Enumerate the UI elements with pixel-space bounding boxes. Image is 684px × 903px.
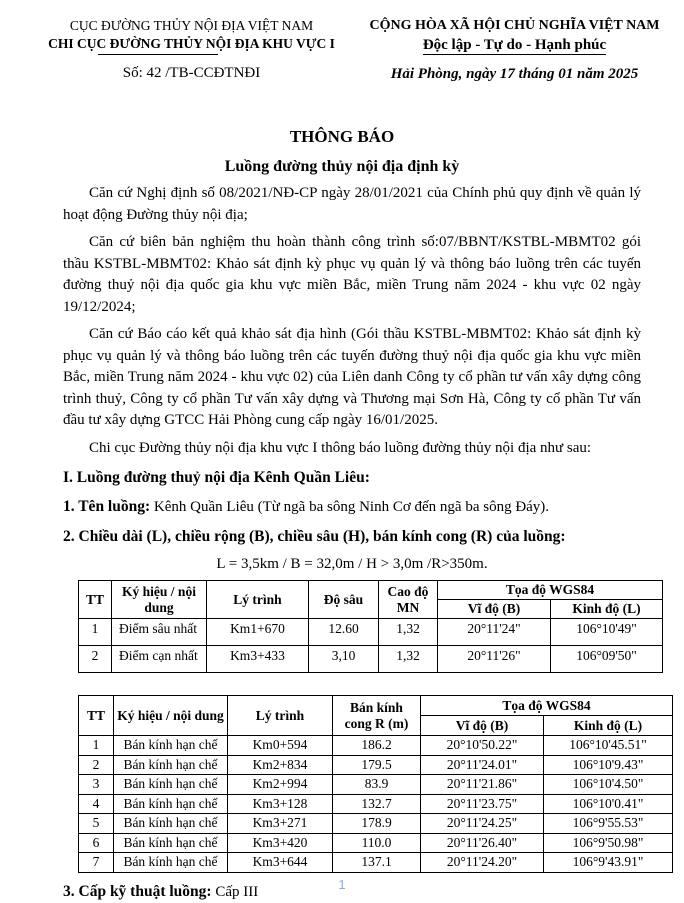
table-cell: Km3+644	[228, 853, 333, 873]
section-heading: I. Luồng đường thuỷ nội địa Kênh Quần Liêu:	[63, 469, 370, 486]
item-1-text: Kênh Quần Liêu (Từ ngã ba sông Ninh Cơ đến ngã ba sông Đáy).	[150, 499, 550, 515]
item-2-label: 2. Chiều dài (L), chiều rộng (B), chiều sâu (H), bán kính cong (R) của luồng:	[63, 528, 566, 545]
table-cell: Km3+271	[228, 814, 333, 834]
table-row	[79, 853, 673, 873]
col-header-kinh-do: Kinh độ (L)	[544, 716, 673, 736]
col-header-do-sau: Độ sâu	[309, 581, 379, 619]
document-title: THÔNG BÁO	[289, 127, 395, 146]
col-header-ban-kinh: Bán kính cong R (m)	[333, 696, 421, 736]
table-cell: Km3+128	[228, 794, 333, 814]
depth-survey-table	[78, 580, 663, 673]
table-cell: 5	[79, 814, 114, 834]
col-header-toa-do: Tọa độ WGS84	[438, 581, 663, 600]
col-header-vi-do: Vĩ độ (B)	[438, 600, 551, 619]
table-cell: 1,32	[379, 619, 438, 646]
curve-radius-table	[78, 695, 673, 873]
table-header-row	[79, 581, 663, 600]
table-cell: 20°11'24.01"	[421, 755, 544, 775]
national-motto-block	[355, 17, 674, 83]
table-cell: 106°10'9.43"	[544, 755, 673, 775]
table-cell: 1,32	[379, 646, 438, 673]
table-cell: 3	[79, 775, 114, 795]
table-cell: Bán kính hạn chế	[114, 794, 228, 814]
channel-dimensions: L = 3,5km / B = 32,0m / H > 3,0m /R>350m.	[216, 556, 488, 572]
issuing-agency-block	[28, 17, 355, 83]
table-cell: 6	[79, 833, 114, 853]
table-cell: Điểm sâu nhất	[112, 619, 207, 646]
table-cell: 3,10	[309, 646, 379, 673]
table-header-row	[79, 696, 673, 716]
table-cell: 20°11'24.25"	[421, 814, 544, 834]
col-header-kinh-do: Kinh độ (L)	[551, 600, 663, 619]
parent-agency-name: CỤC ĐƯỜNG THỦY NỘI ĐỊA VIỆT NAM	[69, 18, 314, 33]
table-cell: 20°11'21.86"	[421, 775, 544, 795]
section-item-2	[63, 526, 641, 548]
table-cell: 106°10'45.51"	[544, 736, 673, 756]
table-cell: Bán kính hạn chế	[114, 755, 228, 775]
table-cell: Bán kính hạn chế	[114, 736, 228, 756]
table-cell: 83.9	[333, 775, 421, 795]
section-item-1	[63, 496, 641, 518]
table-row	[79, 646, 663, 673]
item-1-label: 1. Tên luồng:	[63, 498, 151, 515]
table-row	[79, 619, 663, 646]
document-header	[0, 0, 684, 83]
col-header-tt: TT	[79, 696, 114, 736]
table-cell: 179.5	[333, 755, 421, 775]
table-cell: 132.7	[333, 794, 421, 814]
document-number: Số: 42 /TB-CCĐTNĐI	[122, 65, 261, 81]
col-header-ly-trinh: Lý trình	[228, 696, 333, 736]
table-cell: 20°11'24"	[438, 619, 551, 646]
table-row	[79, 775, 673, 795]
table-cell: 106°9'55.53"	[544, 814, 673, 834]
table-cell: 20°11'26"	[438, 646, 551, 673]
table-cell: 106°9'43.91"	[544, 853, 673, 873]
place-date-line: Hải Phòng, ngày 17 tháng 01 năm 2025	[390, 66, 639, 82]
table-cell: Km1+670	[207, 619, 309, 646]
col-header-ky-hieu: Ký hiệu / nội dung	[114, 696, 228, 736]
table-cell: Bán kính hạn chế	[114, 833, 228, 853]
table-cell: Km3+433	[207, 646, 309, 673]
agency-underline	[98, 54, 218, 55]
agency-name: CHI CỤC ĐƯỜNG THỦY NỘI ĐỊA KHU VỰC I	[48, 36, 335, 51]
paragraph-legal-basis-1: Căn cứ Nghị định số 08/2021/NĐ-CP ngày 28/01/2021 của Chính phủ quy định về quản lý hoạt động Đường thủy nội địa;	[63, 185, 641, 223]
table-cell: 137.1	[333, 853, 421, 873]
table-cell: Bán kính hạn chế	[114, 814, 228, 834]
table-cell: 106°10'4.50"	[544, 775, 673, 795]
col-header-tt: TT	[79, 581, 112, 619]
table-row	[79, 755, 673, 775]
table-cell: 2	[79, 755, 114, 775]
col-header-ky-hieu: Ký hiệu / nội dung	[112, 581, 207, 619]
table-cell: 110.0	[333, 833, 421, 853]
table-cell: 186.2	[333, 736, 421, 756]
table-cell: Km2+834	[228, 755, 333, 775]
table-cell: 178.9	[333, 814, 421, 834]
table-cell: Điểm cạn nhất	[112, 646, 207, 673]
page-number: 1	[338, 877, 346, 892]
national-motto: Độc lập - Tự do - Hạnh phúc	[422, 37, 607, 53]
national-title: CỘNG HÒA XÃ HỘI CHỦ NGHĨA VIỆT NAM	[369, 18, 660, 33]
table-cell: 106°9'50.98"	[544, 833, 673, 853]
paragraph-legal-basis-3: Căn cứ Báo cáo kết quả khảo sát địa hình (Gói thầu KSTBL-MBMT02: Khảo sát định kỳ phục vụ quản lý và thông báo luồng trên các tuyến đường thuỷ nội địa quốc gia khu vực miền Bắc, miền Trung năm 2024 - khu vực 02) của Liên danh Công ty cổ phần tư vấn xây dựng công trình thuỷ, Công ty cổ phần Tư vấn xây dựng và Thương mại Sơn Hà, Công ty cổ phần Tư vấn đầu tư xây dựng GTCC Hải Phòng cung cấp ngày 16/01/2025.	[63, 326, 641, 428]
table-row	[79, 794, 673, 814]
table-cell: Bán kính hạn chế	[114, 853, 228, 873]
table-cell: 1	[79, 736, 114, 756]
table-cell: Km2+994	[228, 775, 333, 795]
col-header-cao-do: Cao độ MN	[379, 581, 438, 619]
table-cell: 2	[79, 646, 112, 673]
table-cell: 1	[79, 619, 112, 646]
table-cell: Bán kính hạn chế	[114, 775, 228, 795]
table-cell: 106°09'50"	[551, 646, 663, 673]
col-header-toa-do: Tọa độ WGS84	[421, 696, 673, 716]
table-cell: 4	[79, 794, 114, 814]
paragraph-legal-basis-2: Căn cứ biên bản nghiệm thu hoàn thành công trình số:07/BBNT/KSTBL-MBMT02 gói thầu KSTBL-MBMT02: Khảo sát định kỳ phục vụ quản lý và thông báo luồng trên các tuyến đường thuỷ nội địa quốc gia khu vực miền Bắc, miền Trung năm 2024 - khu vực 02 ngày 19/12/2024;	[63, 234, 641, 315]
table-cell: 20°10'50.22"	[421, 736, 544, 756]
item-3-label: 3. Cấp kỹ thuật luồng:	[63, 882, 212, 900]
paragraph-announcement: Chi cục Đường thủy nội địa khu vực I thông báo luồng đường thủy nội địa như sau:	[89, 439, 592, 456]
table-cell: 106°10'0.41"	[544, 794, 673, 814]
document-body	[63, 183, 647, 903]
table-cell: 7	[79, 853, 114, 873]
table-cell: Km3+420	[228, 833, 333, 853]
table-row	[79, 833, 673, 853]
table-cell: 20°11'26.40"	[421, 833, 544, 853]
table-row	[79, 736, 673, 756]
table-cell: 20°11'23.75"	[421, 794, 544, 814]
table-row	[79, 814, 673, 834]
table-cell: 20°11'24.20"	[421, 853, 544, 873]
table-cell: 12.60	[309, 619, 379, 646]
col-header-vi-do: Vĩ độ (B)	[421, 716, 544, 736]
col-header-ly-trinh: Lý trình	[207, 581, 309, 619]
table-cell: Km0+594	[228, 736, 333, 756]
table-cell: 106°10'49"	[551, 619, 663, 646]
item-3-text: Cấp III	[211, 883, 259, 900]
document-subtitle: Luồng đường thủy nội địa định kỳ	[224, 158, 460, 175]
